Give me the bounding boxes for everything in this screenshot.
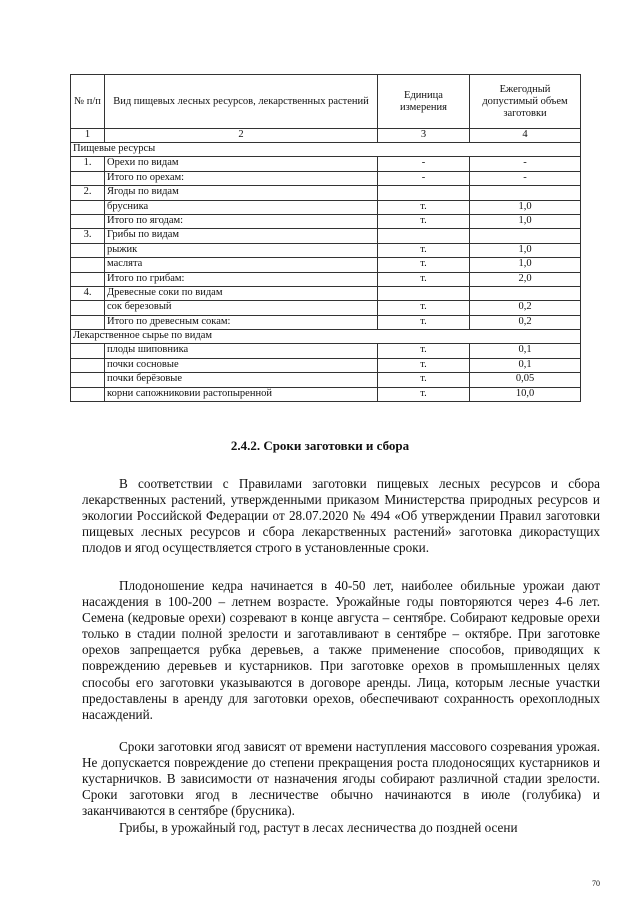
page-number: 70 <box>592 879 600 888</box>
table-row <box>71 243 581 257</box>
table-row <box>71 258 581 272</box>
volume-cell: 0,1 <box>470 344 581 358</box>
row-number <box>71 344 105 358</box>
volume-cell <box>470 286 581 300</box>
table-row <box>71 229 581 243</box>
row-number: 2. <box>71 186 105 200</box>
volume-cell: 1,0 <box>470 243 581 257</box>
table-row <box>71 387 581 401</box>
resource-name: почки берёзовые <box>105 373 378 387</box>
volume-cell <box>470 229 581 243</box>
row-number <box>71 200 105 214</box>
section-heading: 2.4.2. Сроки заготовки и сбора <box>230 438 410 453</box>
unit-cell: - <box>378 171 470 185</box>
resource-name: Итого по орехам: <box>105 171 378 185</box>
unit-cell <box>378 229 470 243</box>
table-row <box>71 358 581 372</box>
row-number <box>71 214 105 228</box>
unit-cell: т. <box>378 373 470 387</box>
resource-name: Итого по древесным сокам: <box>105 315 378 329</box>
unit-cell: т. <box>378 344 470 358</box>
volume-cell: 1,0 <box>470 258 581 272</box>
resource-name: почки сосновые <box>105 358 378 372</box>
volume-cell: 0,05 <box>470 373 581 387</box>
unit-cell: т. <box>378 258 470 272</box>
resource-name: Орехи по видам <box>105 157 378 171</box>
resource-name: Ягоды по видам <box>105 186 378 200</box>
resource-name: сок березовый <box>105 301 378 315</box>
table-row <box>71 171 581 185</box>
unit-cell: т. <box>378 358 470 372</box>
column-number: 1 <box>71 129 105 143</box>
header-cell: Вид пищевых лесных ресурсов, лекарственных растений <box>105 75 378 129</box>
column-number: 3 <box>378 129 470 143</box>
table-row <box>71 200 581 214</box>
header-cell: Единица измерения <box>378 75 470 129</box>
volume-cell: - <box>470 171 581 185</box>
paragraph: Плодоношение кедра начинается в 40-50 лет, наиболее обильные урожаи дают насаждения в 100-200 – летнем возрасте. Урожайные годы повторяются через 4-6 лет. Семена (кедровые орехи) созревают в конце августа – сентябре. Собирают кедровые орехи только в стадии полной зрелости и заготавливают в сентябре – октябре. При заготовке орехов запрещается рубка деревьев, а также применение способов, приводящих к повреждению деревьев и кустарников. При заготовке орехов в промышленных целях способы его заготовки указываются в договоре аренды. Лица, которым лесные участки предоставлены в аренду для заготовки орехов, обеспечивают сохранность орехоплодных насаждений. <box>82 578 600 722</box>
table-header-row <box>71 75 581 129</box>
table-row <box>71 315 581 329</box>
section-label-medicinal: Лекарственное сырье по видам <box>71 330 581 344</box>
resource-name: брусника <box>105 200 378 214</box>
row-number <box>71 315 105 329</box>
paragraph: Грибы, в урожайный год, растут в лесах лесничества до поздней осени <box>119 820 518 835</box>
food-rows <box>71 157 581 330</box>
unit-cell: т. <box>378 315 470 329</box>
column-number: 4 <box>470 129 581 143</box>
resources-table <box>70 74 581 402</box>
row-number <box>71 301 105 315</box>
table-row <box>71 286 581 300</box>
unit-cell <box>378 286 470 300</box>
row-number <box>71 387 105 401</box>
row-number <box>71 258 105 272</box>
volume-cell: 0,2 <box>470 301 581 315</box>
row-number <box>71 272 105 286</box>
table-row <box>71 272 581 286</box>
resource-name: корни сапожниковии растопыренной <box>105 387 378 401</box>
resource-name: Итого по грибам: <box>105 272 378 286</box>
resource-name: рыжик <box>105 243 378 257</box>
paragraph: Сроки заготовки ягод зависят от времени наступления массового созревания урожая. Не допускается повреждение до степени прекращения роста плодоносящих кустарников и кустарничков. В зависимости от назначения ягоды собирают различной стадии зрелости. Сроки заготовки ягод в лесничестве обычно начинаются в июле (голубика) и заканчиваются в сентябре (брусника). <box>82 739 600 819</box>
volume-cell: 1,0 <box>470 214 581 228</box>
unit-cell: т. <box>378 387 470 401</box>
table-row <box>71 301 581 315</box>
paragraph: В соответствии с Правилами заготовки пищевых лесных ресурсов и сбора лекарственных растений, утвержденными приказом Министерства природных ресурсов и экологии Российской Федерации от 28.07.2020 № 494 «Об утверждении Правил заготовки пищевых лесных ресурсов и сбора лекарственных растений» заготовка дикорастущих плодов и ягод осуществляется строго в установленные сроки. <box>82 476 600 556</box>
medicinal-rows <box>71 344 581 402</box>
header-cell: № п/п <box>71 75 105 129</box>
volume-cell <box>470 186 581 200</box>
column-number: 2 <box>105 129 378 143</box>
row-number: 3. <box>71 229 105 243</box>
unit-cell: т. <box>378 243 470 257</box>
table-row <box>71 373 581 387</box>
row-number: 1. <box>71 157 105 171</box>
volume-cell: 0,1 <box>470 358 581 372</box>
header-cell: Ежегодный допустимый объем заготовки <box>470 75 581 129</box>
table-row <box>71 214 581 228</box>
row-number <box>71 373 105 387</box>
volume-cell: 10,0 <box>470 387 581 401</box>
unit-cell <box>378 186 470 200</box>
unit-cell: т. <box>378 200 470 214</box>
unit-cell: т. <box>378 272 470 286</box>
unit-cell: т. <box>378 301 470 315</box>
table-row <box>71 186 581 200</box>
row-number <box>71 358 105 372</box>
row-number <box>71 243 105 257</box>
section-row <box>71 330 581 344</box>
resource-name: Грибы по видам <box>105 229 378 243</box>
unit-cell: - <box>378 157 470 171</box>
resource-name: плоды шиповника <box>105 344 378 358</box>
unit-cell: т. <box>378 214 470 228</box>
volume-cell: 1,0 <box>470 200 581 214</box>
table-row <box>71 344 581 358</box>
resource-name: маслята <box>105 258 378 272</box>
table-row <box>71 157 581 171</box>
resource-name: Древесные соки по видам <box>105 286 378 300</box>
resource-name: Итого по ягодам: <box>105 214 378 228</box>
section-label-food: Пищевые ресурсы <box>71 143 581 157</box>
volume-cell: - <box>470 157 581 171</box>
row-number: 4. <box>71 286 105 300</box>
column-number-row <box>71 129 581 143</box>
row-number <box>71 171 105 185</box>
volume-cell: 0,2 <box>470 315 581 329</box>
volume-cell: 2,0 <box>470 272 581 286</box>
section-row <box>71 143 581 157</box>
